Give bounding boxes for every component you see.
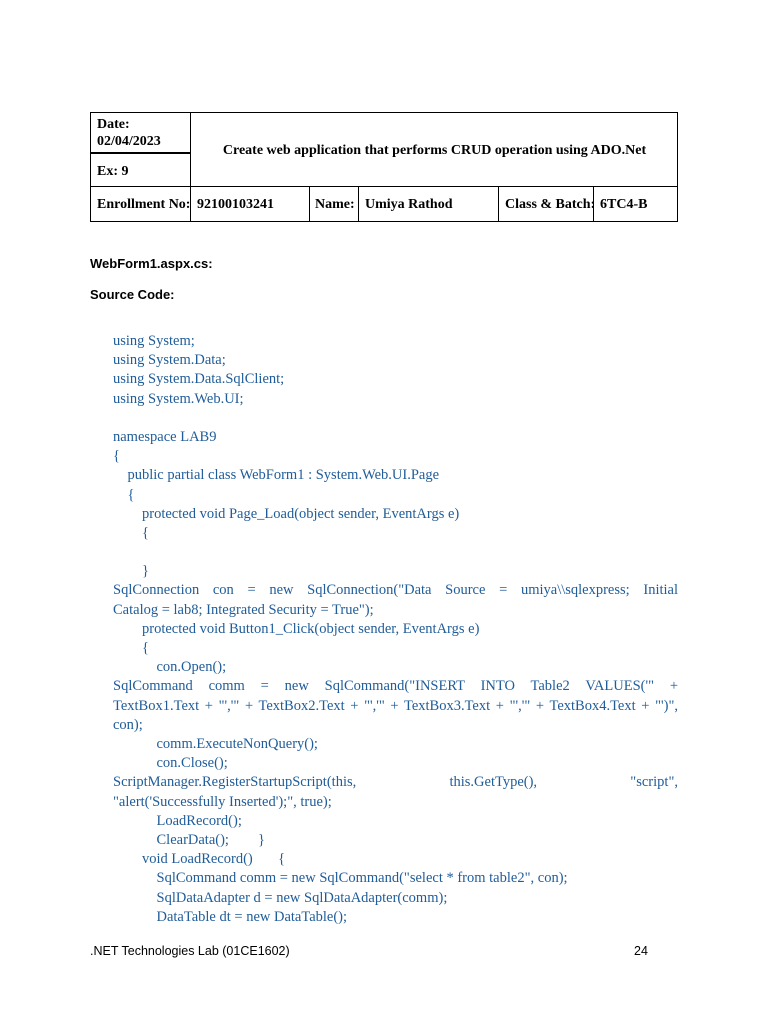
- page-number: 24: [634, 944, 648, 958]
- class-batch-label: Class & Batch:: [505, 197, 596, 212]
- code-line: con.Open();: [113, 659, 227, 676]
- code-line: ScriptManager.RegisterStartupScript(this, this.GetType(), "script",: [113, 774, 678, 791]
- code-line: using System.Data.SqlClient;: [113, 371, 285, 388]
- code-line: DataTable dt = new DataTable();: [113, 908, 348, 925]
- code-line: {: [113, 524, 149, 541]
- code-line: ClearData(); }: [113, 831, 265, 848]
- code-line: namespace LAB9: [113, 428, 217, 445]
- class-batch-value: 6TC4-B: [600, 197, 648, 212]
- assignment-title: Create web application that performs CRUD operation using ADO.Net: [222, 142, 647, 158]
- date-value: 02/04/2023: [97, 134, 161, 149]
- code-line: using System;: [113, 333, 195, 349]
- name-value: Umiya Rathod: [365, 197, 453, 212]
- source-heading: Source Code:: [90, 287, 175, 302]
- enrollment-label: Enrollment No:: [97, 197, 191, 212]
- enrollment-value: 92100103241: [197, 197, 274, 212]
- divider: [498, 187, 499, 222]
- code-line: SqlCommand comm = new SqlCommand("select * from table2", con);: [113, 870, 568, 887]
- code-line: SqlConnection con = new SqlConnection("Data Source = umiya\\sqlexpress; Initial: [113, 582, 678, 599]
- code-line: TextBox1.Text + "','" + TextBox2.Text + "','" + TextBox3.Text + "','" + TextBox4.Text + "')",: [113, 697, 678, 714]
- code-line: LoadRecord();: [113, 812, 242, 829]
- code-line: con.Close();: [113, 755, 228, 772]
- code-line: {: [113, 486, 135, 503]
- code-line: comm.ExecuteNonQuery();: [113, 735, 318, 752]
- divider: [91, 152, 191, 154]
- code-line: {: [113, 640, 149, 657]
- code-block: [113, 332, 678, 927]
- date-label: Date:: [97, 117, 130, 132]
- code-line: con);: [113, 716, 143, 733]
- code-line: protected void Page_Load(object sender, EventArgs e): [113, 505, 460, 522]
- footer-course: .NET Technologies Lab (01CE1602): [90, 944, 290, 958]
- code-line: protected void Button1_Click(object sender, EventArgs e): [113, 620, 480, 637]
- code-line: void LoadRecord() {: [113, 851, 286, 868]
- name-label: Name:: [315, 197, 355, 212]
- code-line: Catalog = lab8; Integrated Security = True");: [113, 601, 374, 618]
- divider: [358, 187, 359, 222]
- code-line: public partial class WebForm1 : System.Web.UI.Page: [113, 467, 440, 484]
- file-heading: WebForm1.aspx.cs:: [90, 256, 213, 271]
- exercise-label: Ex: 9: [97, 164, 129, 179]
- header-table: [90, 112, 678, 222]
- code-line: SqlCommand comm = new SqlCommand("INSERT INTO Table2 VALUES('" +: [113, 678, 678, 695]
- code-line: }: [113, 563, 149, 580]
- code-line: using System.Web.UI;: [113, 390, 244, 407]
- date-cell: [97, 116, 191, 150]
- divider: [309, 187, 310, 222]
- code-line: "alert('Successfully Inserted');", true);: [113, 793, 332, 810]
- code-line: [113, 409, 678, 428]
- code-line: [113, 543, 678, 562]
- code-line: {: [113, 448, 120, 465]
- code-line: using System.Data;: [113, 352, 226, 369]
- code-line: SqlDataAdapter d = new SqlDataAdapter(comm);: [113, 889, 448, 906]
